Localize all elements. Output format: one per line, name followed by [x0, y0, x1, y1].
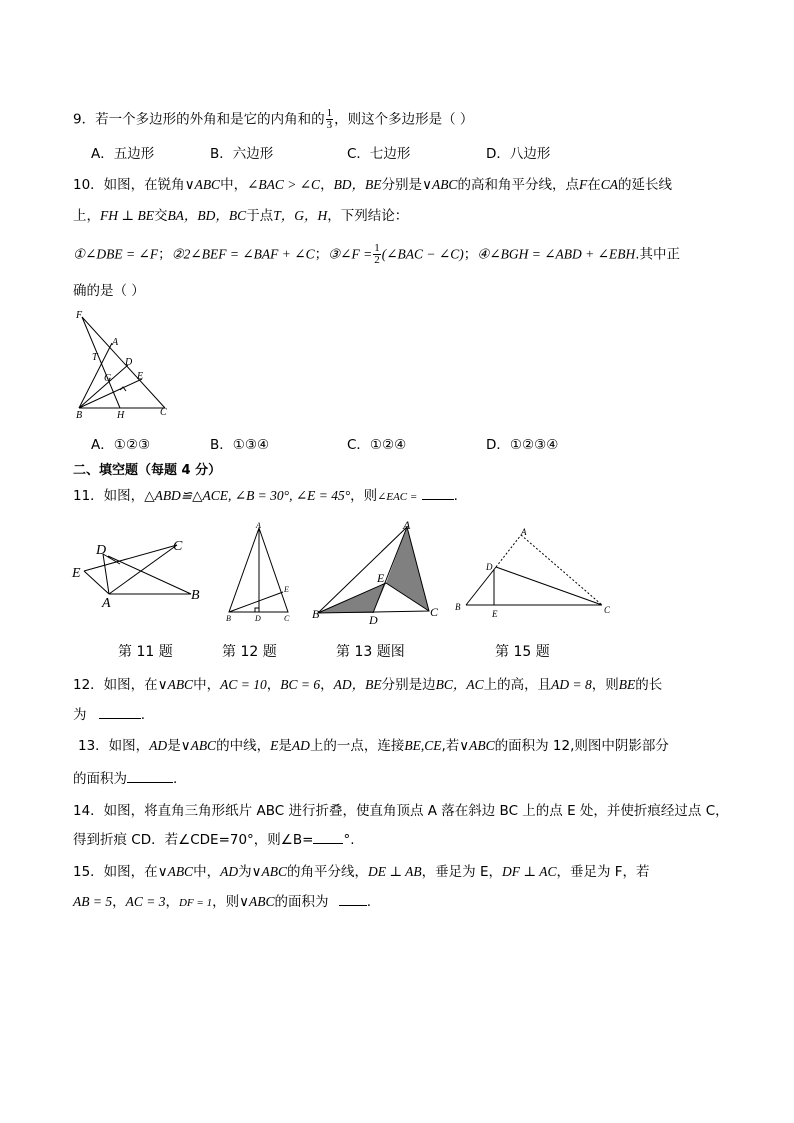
q14-stem-line1: 14．如图，将直角三角形纸片 ABC 进行折叠，使直角顶点 A 落在斜边 BC 上的点 E 处，并使折痕经过点 C，	[73, 803, 729, 819]
figure-13	[312, 518, 447, 628]
segment-BD	[79, 365, 128, 408]
q15-stem-line1: 15．如图，在∨ABC中，AD为∨ABC的角平分线，DE ⊥ AB，垂足为 E，DF ⊥ AC，垂足为 F，若	[73, 864, 650, 880]
q10-option-b[interactable]: B．①③④	[210, 437, 270, 453]
label-E: E	[137, 371, 144, 382]
q15-answer-blank[interactable]	[339, 893, 367, 906]
q13-answer-blank[interactable]	[127, 770, 173, 783]
q9-option-a[interactable]: A．五边形	[91, 146, 155, 162]
q9-option-c[interactable]: C．七边形	[347, 146, 411, 162]
figure-11	[72, 538, 212, 610]
shaded-region-2	[386, 527, 429, 611]
label-B: B	[76, 410, 83, 421]
f13-label-A: A	[403, 518, 411, 532]
label-F: F	[76, 310, 83, 321]
f15-label-D: D	[486, 562, 493, 572]
section-heading-fill-in: 二、填空题（每题 4 分）	[73, 463, 222, 478]
label-H: H	[117, 410, 125, 421]
f15-label-C: C	[604, 605, 611, 615]
q10-conclusions: ①∠DBE = ∠F；②2∠BEF = ∠BAF + ∠C；③∠F = $\frac{1}{2}$ (∠BAC − ∠C)；④∠BGH = ∠ABD + ∠EBH.其中正	[73, 242, 681, 266]
f11-label-B: B	[191, 588, 200, 603]
f15-label-E: E	[492, 609, 498, 619]
fraction-one-third: $\frac{1}{3}$	[326, 107, 333, 131]
q11-answer-blank[interactable]	[422, 487, 454, 500]
q14-stem-line2: 得到折痕 CD．若∠CDE=70°，则∠B= °.	[73, 832, 355, 848]
segment-FH	[82, 317, 120, 408]
caption-fig-11: 第 11 题	[118, 644, 173, 660]
f13-label-C: C	[430, 605, 439, 619]
label-D: D	[125, 357, 133, 368]
q10-stem-line1: 10．如图，在锐角∨ABC中，∠BAC > ∠C，BD，BE分别是∨ABC的高和角平分线，点F在CA的延长线	[73, 177, 672, 193]
figure-15	[452, 527, 622, 622]
q10-option-d[interactable]: D．①②③④	[486, 437, 559, 453]
right-angle-mark	[120, 387, 126, 391]
f15-label-B: B	[455, 602, 461, 612]
q11-stem: 11．如图，△ABD≌△ACE, ∠B = 30°, ∠E = 45°，则∠EAC = .	[73, 488, 458, 504]
q10-figure	[70, 305, 180, 420]
q12-stem-line1: 12．如图，在∨ABC中，AC = 10，BC = 6，AD，BE分别是边BC，AC上的高，且AD = 8，则BE的长	[73, 677, 663, 693]
f12-label-A: A	[256, 521, 261, 530]
f12-label-E: E	[284, 585, 289, 594]
q14-answer-blank[interactable]	[313, 831, 343, 844]
q10-stem-line4: 确的是（ ）	[73, 283, 145, 299]
f13-label-D: D	[369, 613, 378, 627]
f13-label-E: E	[377, 571, 385, 585]
f12-label-B: B	[226, 614, 231, 623]
caption-fig-12: 第 12 题	[222, 644, 277, 660]
caption-fig-15: 第 15 题	[495, 644, 550, 660]
q9-option-d[interactable]: D．八边形	[486, 146, 551, 162]
f13-label-B: B	[312, 607, 320, 621]
q13-stem-line2: 的面积为 .	[73, 771, 178, 787]
f15-label-A: A	[521, 527, 527, 537]
label-T: T	[92, 352, 98, 363]
f11-label-C: C	[173, 539, 183, 554]
q9-option-b[interactable]: B．六边形	[210, 146, 274, 162]
q12-stem-line2: 为 .	[73, 707, 146, 723]
q15-stem-line2: AB = 5，AC = 3，DF = 1，则∨ABC的面积为 .	[73, 894, 372, 910]
label-C: C	[160, 407, 167, 418]
figure-12	[222, 521, 297, 624]
q12-answer-blank[interactable]	[99, 706, 141, 719]
label-G: G	[104, 373, 112, 384]
label-A: A	[112, 337, 119, 348]
f11-label-E: E	[72, 566, 81, 581]
q9-stem: 9．若一个多边形的外角和是它的内角和的 $\frac{1}{3}$ ，则这个多边形是（ ）	[73, 107, 474, 131]
fraction-one-half: $\frac{1}{2}$	[374, 242, 380, 266]
f11-label-D: D	[96, 543, 107, 558]
f11-label-A: A	[102, 596, 111, 611]
caption-fig-13: 第 13 题图	[336, 644, 405, 660]
f12-label-D: D	[255, 614, 261, 623]
q13-stem-line1: 13．如图，AD是∨ABC的中线，E是AD上的一点，连接BE,CE,若∨ABC的面积为 12,则图中阴影部分	[78, 738, 669, 754]
q10-option-c[interactable]: C．①②④	[347, 437, 407, 453]
f12-label-C: C	[284, 614, 290, 623]
q10-stem-line2: 上，FH ⊥ BE交BA，BD，BC于点T，G，H，下列结论：	[73, 208, 409, 224]
q10-option-a[interactable]: A．①②③	[91, 437, 151, 453]
